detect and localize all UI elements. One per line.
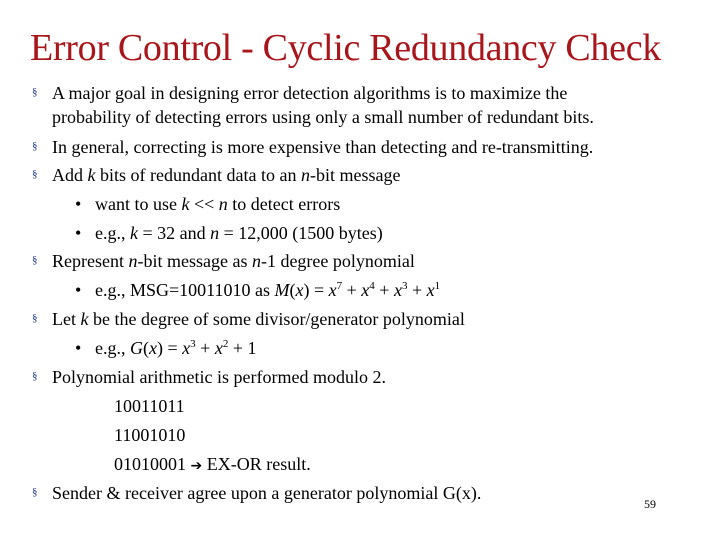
sub-bullet-marker: • bbox=[75, 280, 82, 300]
bullet-1-line-2: probability of detecting errors using only a small number of redundant bits. bbox=[52, 107, 594, 127]
bullet-2: In general, correcting is more expensive than detecting and re-transmitting. bbox=[52, 137, 594, 157]
sub-bullet-marker: • bbox=[75, 194, 82, 214]
arrow-right-icon: ➔ bbox=[190, 458, 203, 474]
calc-line-2: 11001010 bbox=[114, 425, 186, 445]
bullet-marker: § bbox=[32, 486, 38, 498]
bullet-marker: § bbox=[32, 168, 38, 180]
bullet-marker: § bbox=[32, 370, 38, 382]
sub-bullet-marker: • bbox=[75, 223, 82, 243]
sub-bullet-4: e.g., $G(x) = x^3 + x^2 + 1$ bbox=[95, 338, 257, 358]
calc-line-3: 01010001 ➔ EX-OR result. bbox=[114, 454, 311, 474]
bullet-6: Polynomial arithmetic is performed modulo 2. bbox=[52, 367, 386, 387]
sub-bullet-2: e.g., k = 32 and n = 12,000 (1500 bytes) bbox=[95, 223, 383, 243]
bullet-marker: § bbox=[32, 86, 38, 98]
bullet-marker: § bbox=[32, 312, 38, 324]
bullet-7: Sender & receiver agree upon a generator polynomial G(x). bbox=[52, 483, 482, 503]
bullet-marker: § bbox=[32, 254, 38, 266]
slide-title: Error Control - Cyclic Redundancy Check bbox=[30, 27, 661, 69]
page-number: 59 bbox=[644, 497, 656, 511]
bullet-marker: § bbox=[32, 140, 38, 152]
bullet-1-line-1: A major goal in designing error detection algorithms is to maximize the bbox=[52, 83, 568, 103]
bullet-4: Represent n-bit message as n-1 degree polynomial bbox=[52, 251, 415, 271]
sub-bullet-1: want to use k << n to detect errors bbox=[95, 194, 341, 214]
bullet-3: Add k bits of redundant data to an n-bit message bbox=[52, 165, 401, 185]
sub-bullet-marker: • bbox=[75, 338, 82, 358]
bullet-5: Let k be the degree of some divisor/generator polynomial bbox=[52, 309, 465, 329]
sub-bullet-3: e.g., MSG=10011010 as $M(x) = x^7 + x^4 + x^3 + x^1$ bbox=[95, 280, 441, 300]
calc-line-1: 10011011 bbox=[114, 396, 185, 416]
